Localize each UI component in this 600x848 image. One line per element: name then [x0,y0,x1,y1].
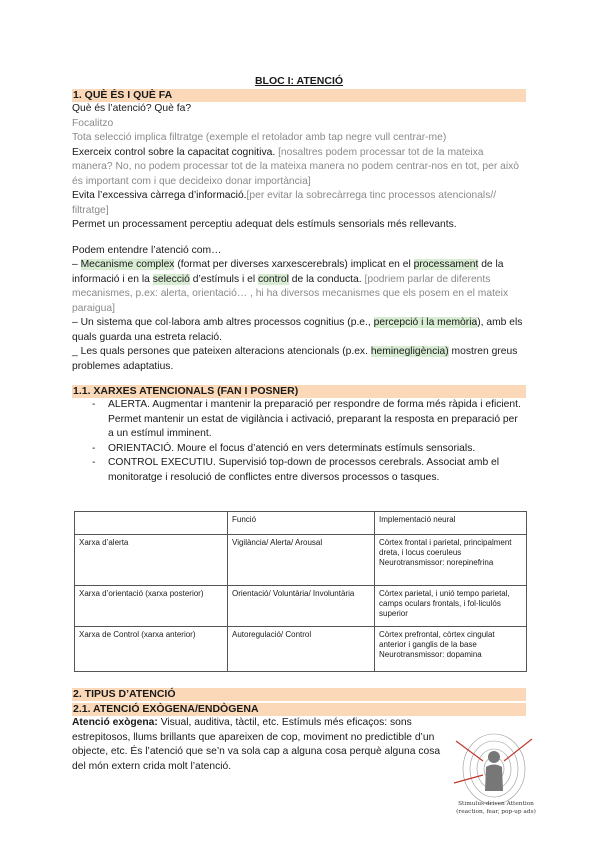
paragraph [72,146,526,190]
paragraph: Focalitzo [72,117,114,129]
person-silhouette-icon [485,751,503,791]
bullet-list [72,398,526,485]
section-2 [72,688,526,716]
paragraph [72,316,526,345]
caption-line: Stimulus-driven Attention [458,801,534,807]
table-header-cell: Implementació neural [375,512,527,535]
note: [podriem parlar de diferents mecanismes, p.ex: alerta, orientació… , hi ha diversos mecanismes que els posem en el mateix paraigua] [72,273,509,314]
table-header-cell: Funció [228,512,375,535]
table-row [75,586,527,627]
cell-line: Còrtex parietal, i unió tempo parietal, camps oculars frontals, i fol·liculós superior [379,589,510,618]
paragraph [72,258,526,316]
text: _ Les quals persones que pateixen alteracions atencionals (p.ex. [72,346,371,357]
paragraph [72,345,526,374]
lead-term: Atenció exògena: [72,717,158,728]
text: Visual, auditiva, tàctil, etc. Estímuls més eficaços: sons estrepitosos, llums brillants que apareixen de cop, moviment no predictible d’un objecte, etc. És l’atenció que se’n va sola cap a alguna cosa perquè alguna cosa del món extern crida molt l’atenció. [72,717,441,772]
table-cell [375,586,527,627]
highlight: percepció i la memòria [373,317,478,328]
paragraph [72,189,526,218]
section-heading: 1.1. XARXES ATENCIONALS (FAN I POSNER) [72,385,526,398]
paragraph: Permet un processament perceptiu adequat dels estímuls sensorials més rellevants. [72,219,457,230]
cell-line: Còrtex prefrontal, còrtex cingulat anterior i ganglis de la base [379,630,495,649]
highlight: Mecanisme complex [80,259,175,270]
text: Exerceix control sobre la capacitat cognitiva. [72,146,276,158]
text: Evita l’excessiva càrrega d’informació. [72,190,247,201]
list-item: - ORIENTACIÓ. Moure el focus d’atenció en vers determinats estímuls sensorials. [72,442,526,457]
table-row [75,535,527,586]
table-cell: Vigilància/ Alerta/ Arousal [228,535,375,586]
cell-line: Neurotransmissor: dopamina [379,649,482,659]
table-header-row [75,512,527,535]
attention-networks-table [74,511,527,672]
text: de la informació i en la [72,259,504,285]
text: – Un sistema que col·labora amb altres processos cognitius (p.e., [72,317,374,328]
text: ), amb els quals guarda una estreta relació. [72,317,523,343]
table-cell: Autoregulació/ Control [228,627,375,672]
paragraph: Què és l’atenció? Què fa? [72,103,192,114]
paragraph: Tota selecció implica filtratge (exemple el retolador amb tap negre vull centrar-me) [72,132,447,143]
text: de la conducta. [288,273,365,285]
caption-line: (reaction, fear, pop-up ads) [456,809,536,815]
note: [per evitar la sobrecàrrega tinc processos atencionals// filtratge] [72,190,497,216]
subsection-heading: 2.1. ATENCIÓ EXÒGENA/ENDÒGENA [72,703,526,716]
text: (format per diverses xarxescerebrals) implicat en el [174,259,414,270]
figure-caption [450,800,542,816]
paragraph: Podem entendre l’atenció com… [72,244,222,256]
cell-line: Còrtex frontal i parietal, principalment dreta, i locus coeruleus [379,538,512,557]
cell-line: Neurotransmissor: norepinefrina [379,557,494,567]
table-cell [375,535,527,586]
highlight: control [258,273,289,285]
list-item: - CONTROL EXECUTIU. Supervisió top-down de processos cerebrals. Associat amb el monitoratge i resolució de conflictes entre diversos processos o tasques. [72,456,526,485]
table-cell: Orientació/ Voluntària/ Involuntària [228,586,375,627]
text: mostren greus problemes adaptatius. [72,346,518,372]
highlight: heminegligència) [370,346,449,357]
page [72,68,526,485]
note: [nosaltres podem processar tot de la mateixa manera? No, no podem processar tot de la mateixa manera no podem centrar-nos en tot, per això és important com i que decideixo donar importància] [72,146,520,187]
text: – [72,259,81,270]
table-cell [375,627,527,672]
paragraph [72,716,452,774]
table-cell: Xarxa d’orientació (xarxa posterior) [75,586,228,627]
highlight: processament [413,259,479,270]
section-heading: 1. QUÈ ÉS I QUÈ FA [72,89,526,102]
table-cell: Xarxa d’alerta [75,535,228,586]
highlight: selecció [152,273,190,285]
document-title: BLOC I: ATENCIÓ [254,75,344,87]
table-header-cell [75,512,228,535]
list-item: - ALERTA. Augmentar i mantenir la preparació per respondre de forma més ràpida i eficient. Permet mantenir un estat de vigilància i activació, preparant la resposta en preparació per a un estímul imminent. [72,398,526,442]
section-heading: 2. TIPUS D’ATENCIÓ [72,688,526,701]
table-cell: Xarxa de Control (xarxa anterior) [75,627,228,672]
text: d’estímuls i el [189,273,259,285]
table-row [75,627,527,672]
